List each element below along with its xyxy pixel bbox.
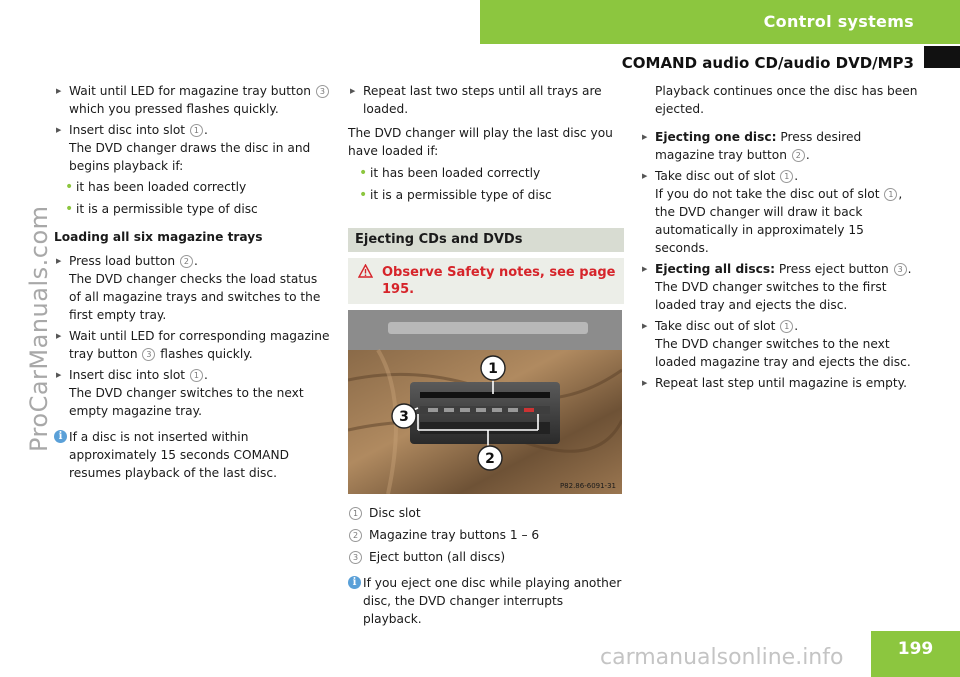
callout-number: 2 [180,255,193,268]
callout-label: 2 [485,451,495,467]
bullet-item: • it has been loaded correctly [348,164,624,182]
step: ▶ Repeat last two steps until all trays are loaded. [348,82,624,118]
column-3 [640,82,920,395]
photo-legend [348,504,624,566]
page-number: 199 [897,639,934,659]
info-note: i If you eject one disc while playing another disc, the DVD changer interrupts playback. [348,574,624,628]
photo-code: P82.86-6091-31 [559,482,616,490]
legend-item: 1 Disc slot [348,504,624,522]
section-banner [480,0,960,44]
warning-triangle-icon [358,264,373,278]
info-icon: i [54,430,67,443]
info-icon: i [348,576,361,589]
step: ▶ Take disc out of slot 1 . If you do not take the disc out of slot 1 , the DVD changer will draw it back automatically in approximately 15 seconds. [640,167,920,257]
step: ▶ Wait until LED for corresponding magazine tray button 3 flashes quickly. [54,327,332,363]
legend-item: 2 Magazine tray buttons 1 – 6 [348,526,624,544]
step: ▶ Ejecting one disc: Press desired magazine tray button 2 . [640,128,920,164]
safety-warning: Observe Safety notes, see page 195. [348,258,624,304]
callout-number: 1 [190,369,203,382]
dvd-changer-photo [348,310,622,494]
step: ▶ Insert disc into slot 1 . The DVD changer switches to the next empty magazine tray. [54,366,332,420]
callout-number: 1 [190,124,203,137]
side-watermark: ProCarManuals.com [25,205,53,452]
page-number-badge [871,631,960,677]
callout-number: 1 [780,320,793,333]
step: ▶ Repeat last step until magazine is empty. [640,374,920,392]
legend-item: 3 Eject button (all discs) [348,548,624,566]
subheading: Loading all six magazine trays [54,230,263,244]
subsection-title: COMAND audio CD/audio DVD/MP3 [621,54,914,72]
header-tab-marker [924,46,960,68]
footer-watermark: carmanualsonline.info [600,645,844,670]
step: ▶ Ejecting all discs: Press eject button 3 . The DVD changer switches to the first loaded tray and ejects the disc. [640,260,920,314]
callout-number: 3 [142,348,155,361]
section-heading: Ejecting CDs and DVDs [348,228,624,252]
callout-number: 2 [792,149,805,162]
bullet-item: • it has been loaded correctly [54,178,332,196]
dashboard-illustration [348,310,622,494]
callout-number: 3 [316,85,329,98]
paragraph: The DVD changer will play the last disc you have loaded if: [348,126,613,158]
callout-label: 3 [399,409,409,425]
step: ▶ Insert disc into slot 1 . The DVD changer draws the disc in and begins playback if: [54,121,332,175]
paragraph: Playback continues once the disc has been ejected. [655,84,918,116]
bullet-item: • it is a permissible type of disc [348,186,624,204]
step: ▶ Press load button 2 . The DVD changer checks the load status of all magazine trays and switches to the first empty tray. [54,252,332,324]
bullet-item: • it is a permissible type of disc [54,200,332,218]
column-1 [54,82,332,482]
section-title: Control systems [763,12,914,31]
info-note: i If a disc is not inserted within approximately 15 seconds COMAND resumes playback of the last disc. [54,428,332,482]
step: ▶ Wait until LED for magazine tray button 3 which you pressed flashes quickly. [54,82,332,118]
callout-number: 1 [780,170,793,183]
callout-label: 1 [488,361,498,377]
callout-number: 3 [894,263,907,276]
callout-number: 1 [884,188,897,201]
step: ▶ Take disc out of slot 1 . The DVD changer switches to the next loaded magazine tray and ejects the disc. [640,317,920,371]
column-2 [348,82,624,628]
